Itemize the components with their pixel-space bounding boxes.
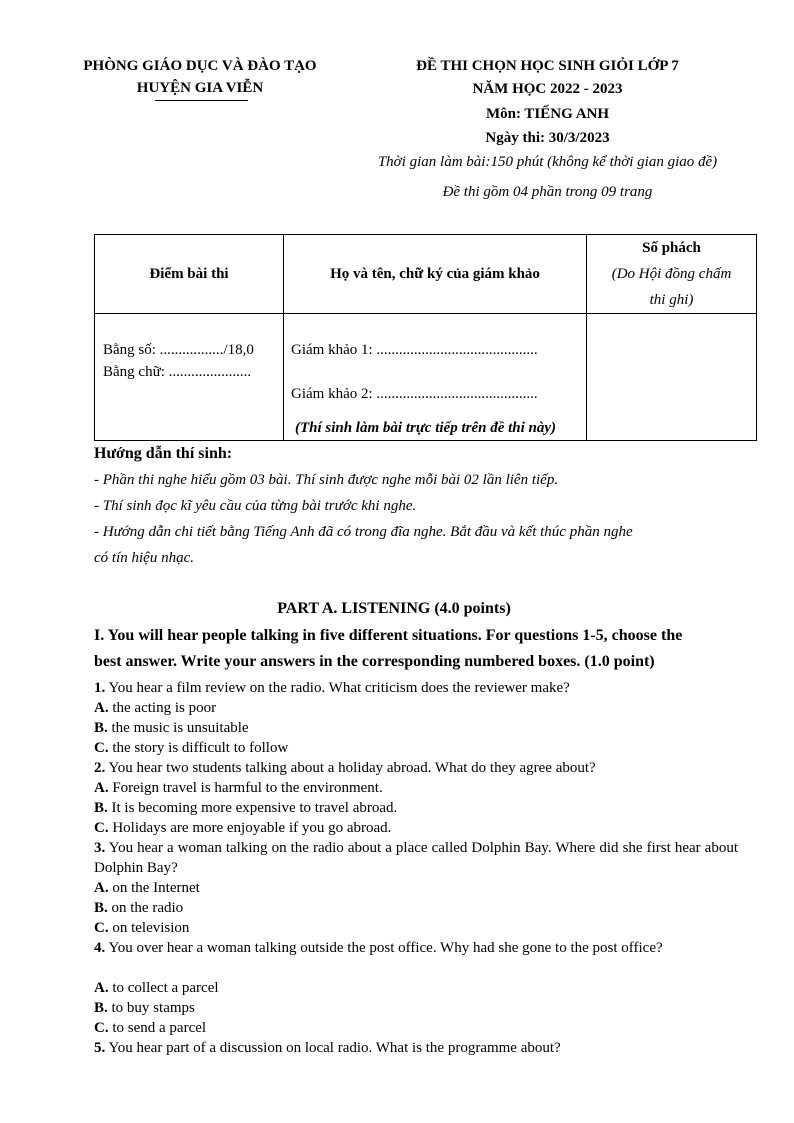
question-text: You over hear a woman talking outside the post office. Why had she gone to the post office? (105, 940, 663, 956)
section-1-instruction-1: I. You will hear people talking in five different situations. For questions 1-5, choose the (94, 627, 683, 644)
question-text: You hear a woman talking on the radio about a place called Dolphin Bay. Where did she first hear about Dolphin Bay? (94, 840, 738, 876)
option-text: to send a parcel (108, 1020, 207, 1036)
option-item (94, 898, 738, 918)
option-item (94, 998, 738, 1018)
score-words: Bằng chữ: ...................... (103, 364, 252, 380)
option-letter: B. (94, 720, 108, 736)
option-letter: A. (94, 980, 109, 996)
option-item (94, 818, 738, 838)
option-letter: A. (94, 880, 109, 896)
option-letter: C. (94, 740, 109, 756)
option-text: Holidays are more enjoyable if you go abroad. (108, 820, 392, 836)
option-letter: B. (94, 800, 108, 816)
question-number: 5. (94, 1040, 106, 1056)
option-text: Foreign travel is harmful to the environment. (108, 780, 383, 796)
instruction-line-3: - Hướng dẫn chi tiết bằng Tiếng Anh đã có trong đĩa nghe. Bắt đầu và kết thúc phần nghe (94, 524, 633, 540)
score-header (95, 235, 284, 314)
question-text: You hear two students talking about a holiday abroad. What do they agree about? (105, 760, 596, 776)
header-divider (155, 100, 248, 101)
instruction-line-2: - Thí sinh đọc kĩ yêu cầu của từng bài trước khi nghe. (94, 498, 417, 514)
option-item (94, 878, 738, 898)
part-a-title: PART A. LISTENING (4.0 points) (277, 600, 511, 617)
option-item (94, 738, 738, 758)
option-text: It is becoming more expensive to travel abroad. (107, 800, 398, 816)
question-number: 2. (94, 760, 106, 776)
option-letter: B. (94, 900, 108, 916)
question-stem (94, 938, 738, 958)
examiner-header-label: Họ và tên, chữ ký của giám khảo (330, 265, 540, 282)
option-text: the music is unsuitable (107, 720, 249, 736)
examiner-1: Giám khảo 1: ........................................... (291, 342, 538, 358)
option-text: to buy stamps (107, 1000, 195, 1016)
question-text: You hear part of a discussion on local radio. What is the programme about? (105, 1040, 561, 1056)
department-name: PHÒNG GIÁO DỤC VÀ ĐÀO TẠO (83, 58, 317, 74)
option-item (94, 778, 738, 798)
section-1-instruction-2: best answer. Write your answers in the corresponding numbered boxes. (1.0 point) (94, 653, 655, 670)
option-item (94, 1018, 738, 1038)
question-number: 3. (94, 840, 106, 856)
code-header (587, 235, 757, 314)
question-stem (94, 758, 738, 778)
option-item (94, 798, 738, 818)
code-header-note-1: (Do Hội đồng chấm (611, 266, 732, 282)
option-text: to collect a parcel (108, 980, 219, 996)
instruction-line-4: có tín hiệu nhạc. (94, 550, 194, 566)
option-text: the story is difficult to follow (108, 740, 289, 756)
option-letter: C. (94, 920, 109, 936)
option-item (94, 978, 738, 998)
option-text: on the radio (107, 900, 184, 916)
question-number: 1. (94, 680, 106, 696)
option-item (94, 918, 738, 938)
score-header-label: Điểm bài thi (149, 265, 229, 282)
district-name: HUYỆN GIA VIỄN (136, 80, 264, 96)
question-stem (94, 678, 738, 698)
score-number: Bằng số: ................./18,0 (103, 342, 254, 358)
examiner-header (284, 235, 587, 314)
code-header-note-2: thi ghi) (649, 292, 694, 308)
option-letter: C. (94, 820, 109, 836)
option-letter: B. (94, 1000, 108, 1016)
exam-date: Ngày thi: 30/3/2023 (485, 130, 610, 146)
option-text: the acting is poor (108, 700, 217, 716)
option-text: on the Internet (108, 880, 200, 896)
direct-answer-note: (Thí sinh làm bài trực tiếp trên đề thi này) (294, 420, 557, 436)
school-year: NĂM HỌC 2022 - 2023 (472, 81, 623, 97)
examiner-2: Giám khảo 2: ........................................... (291, 386, 538, 402)
score-table (94, 234, 757, 441)
code-header-title: Số phách (642, 240, 701, 256)
option-letter: C. (94, 1020, 109, 1036)
option-letter: A. (94, 780, 109, 796)
option-letter: A. (94, 700, 109, 716)
subject: Môn: TIẾNG ANH (485, 106, 610, 122)
option-text: on television (108, 920, 190, 936)
question-number: 4. (94, 940, 106, 956)
option-item (94, 718, 738, 738)
instruction-line-1: - Phần thi nghe hiểu gồm 03 bài. Thí sinh được nghe mỗi bài 02 lần liên tiếp. (94, 472, 559, 488)
question-text: You hear a film review on the radio. What criticism does the reviewer make? (105, 680, 570, 696)
question-stem (94, 838, 738, 878)
instructions-title: Hướng dẫn thí sinh: (94, 445, 233, 462)
page-count: Đề thi gồm 04 phần trong 09 trang (442, 184, 653, 200)
question-stem (94, 1038, 738, 1058)
time-allowed: Thời gian làm bài:150 phút (không kể thời gian giao đề) (377, 154, 718, 170)
option-item (94, 698, 738, 718)
exam-title: ĐỀ THI CHỌN HỌC SINH GIỎI LỚP 7 (416, 58, 679, 74)
